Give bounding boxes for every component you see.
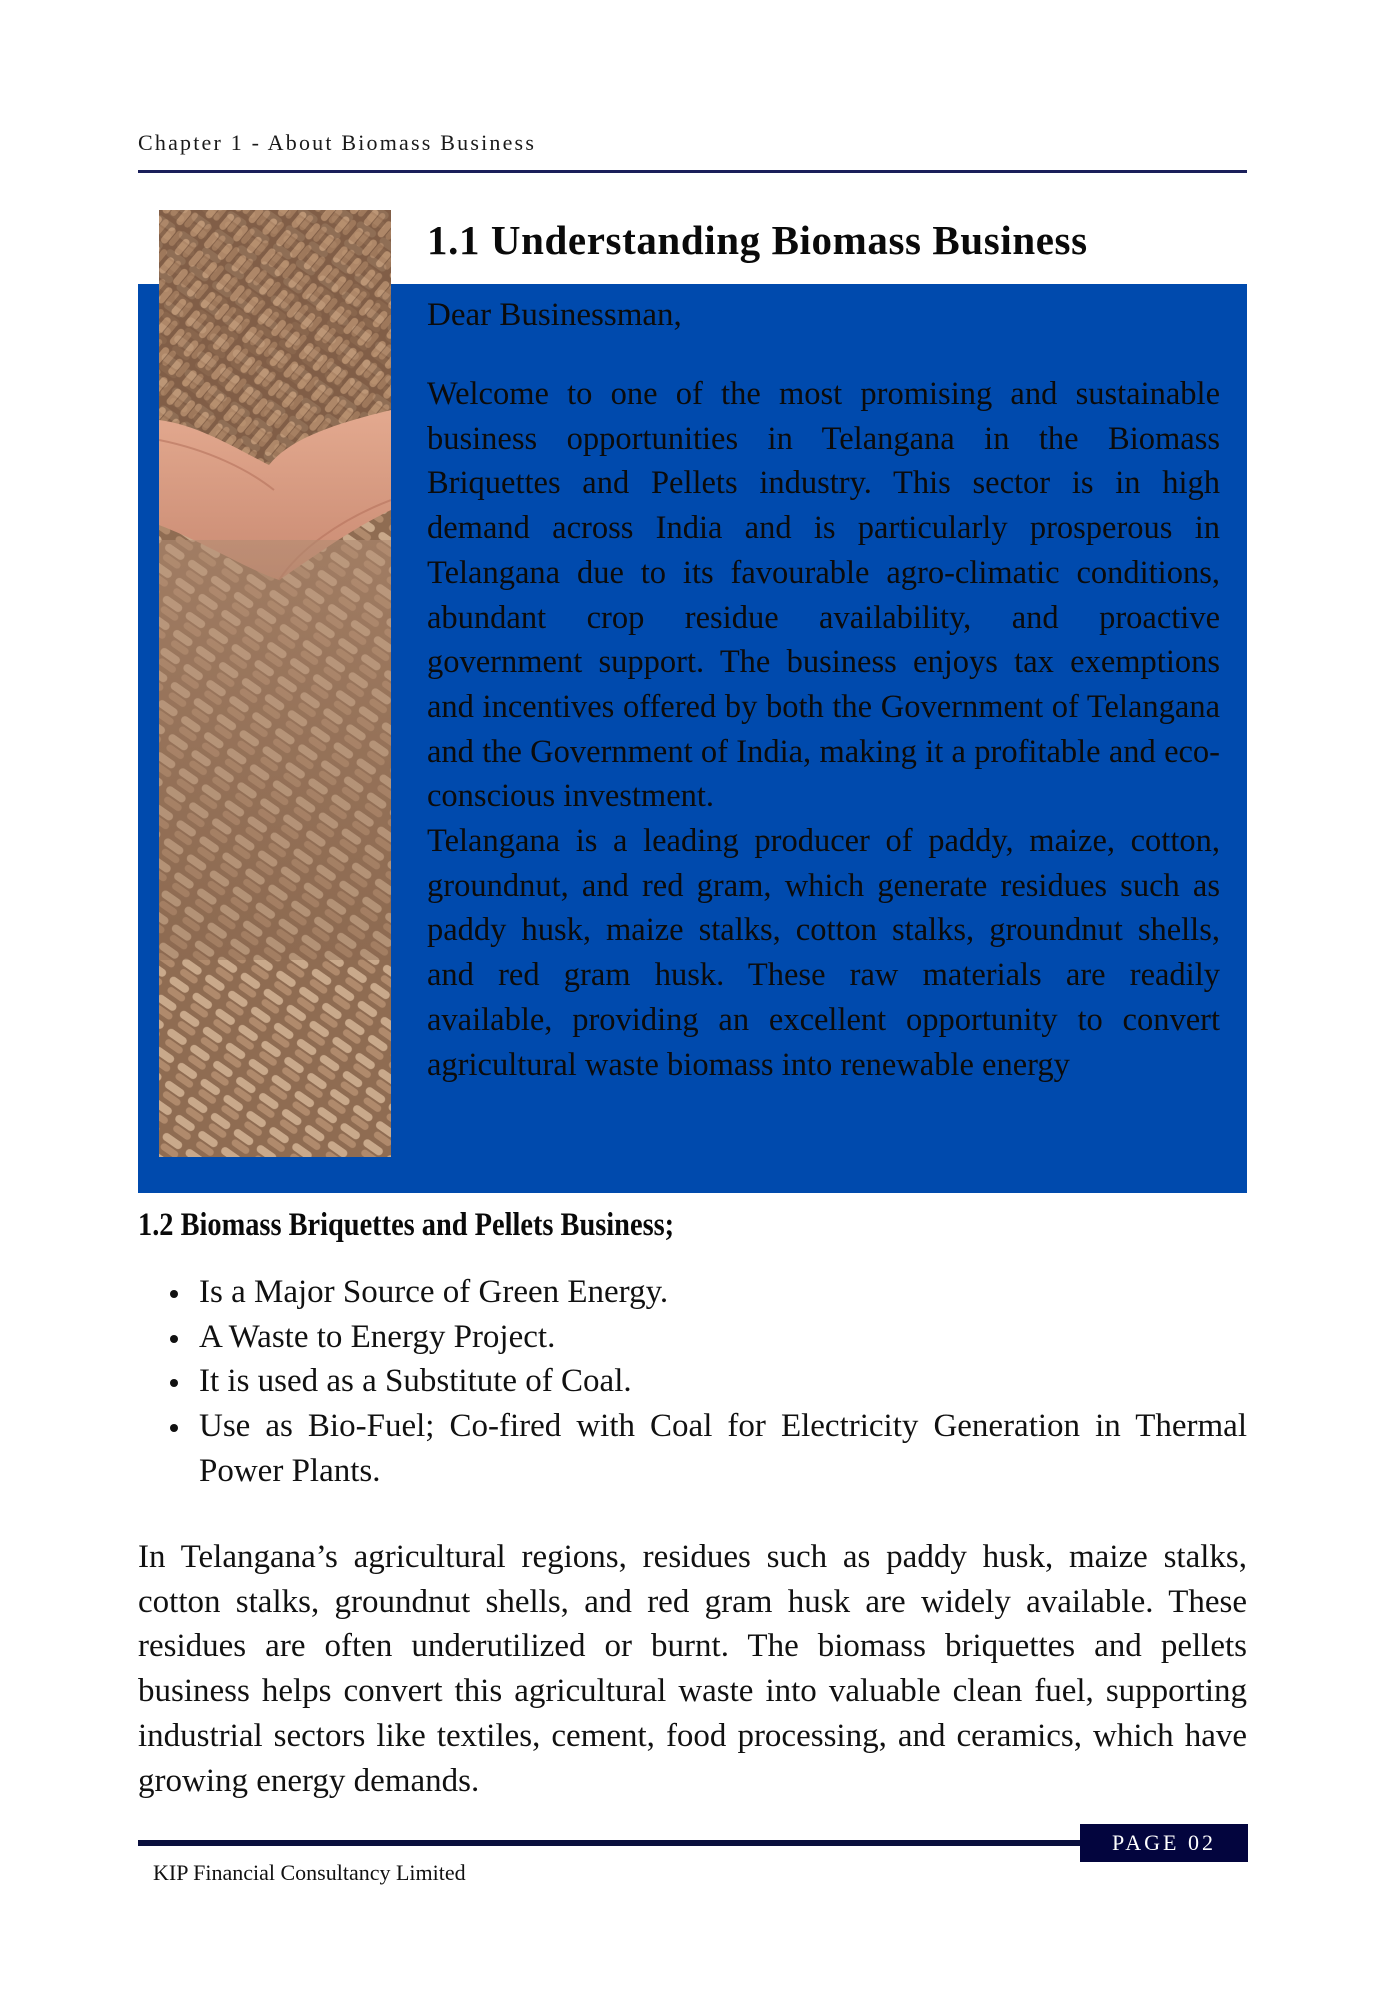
list-item-text: It is used as a Substitute of Coal. — [199, 1363, 632, 1400]
list-item-text: Is a Major Source of Green Energy. — [199, 1274, 669, 1310]
list-item — [138, 1270, 1247, 1315]
list-item-text: A Waste to Energy Project. — [199, 1318, 556, 1355]
greeting-text: Dear Businessman, — [427, 297, 682, 333]
pellets-image-icon — [159, 210, 391, 1157]
footer-divider — [138, 1840, 1083, 1846]
intro-body — [427, 372, 1220, 1087]
list-item — [138, 1315, 1247, 1360]
closing-paragraph: In Telangana’s agricultural regions, residues such as paddy husk, maize stalks, cotton stalks, groundnut shells, and red gram husk are widely available. These residues are often underutilized or burnt. The biomass briquettes and pellets business helps convert this agricultural waste into valuable clean fuel, supporting industrial sectors like textiles, cement, food processing, and ceramics, which have growing energy demands. — [138, 1539, 1247, 1799]
list-item-text: Use as Bio-Fuel; Co-fired with Coal for Electricity Generation in Thermal Power Plants. — [199, 1408, 1247, 1489]
benefits-list — [138, 1270, 1247, 1494]
section-2-heading: 1.2 Biomass Briquettes and Pellets Business; — [138, 1207, 675, 1243]
section-1-title: 1.1 Understanding Biomass Business — [427, 217, 1088, 263]
bullet-icon — [170, 1424, 178, 1432]
list-item — [138, 1404, 1247, 1493]
list-item — [138, 1359, 1247, 1404]
bullet-icon — [170, 1335, 178, 1343]
chapter-header: Chapter 1 - About Biomass Business — [138, 130, 537, 155]
footer-company-name: KIP Financial Consultancy Limited — [153, 1860, 466, 1885]
intro-paragraph: Telangana is a leading producer of paddy, maize, cotton, groundnut, and red gram, which generate residues such as paddy husk, maize stalks, cotton stalks, groundnut shells, and red gram husk. These raw materials are readily available, providing an excellent opportunity to convert agricultural waste biomass into renewable energy — [427, 823, 1220, 1083]
bullet-icon — [170, 1290, 178, 1298]
header-divider — [138, 170, 1247, 173]
bullet-icon — [170, 1379, 178, 1387]
biomass-pellets-photo — [159, 210, 391, 1157]
page-number-badge: PAGE 02 — [1080, 1824, 1248, 1862]
intro-paragraph: Welcome to one of the most promising and sustainable business opportunities in Telangana in the Biomass Briquettes and Pellets industry. This sector is in high demand across India and is particularly prosperous in Telangana due to its favourable agro-climatic conditions, abundant crop residue availability, and proactive government support. The business enjoys tax exemptions and incentives offered by both the Government of Telangana and the Government of India, making it a profitable and eco-conscious investment. — [427, 376, 1220, 815]
